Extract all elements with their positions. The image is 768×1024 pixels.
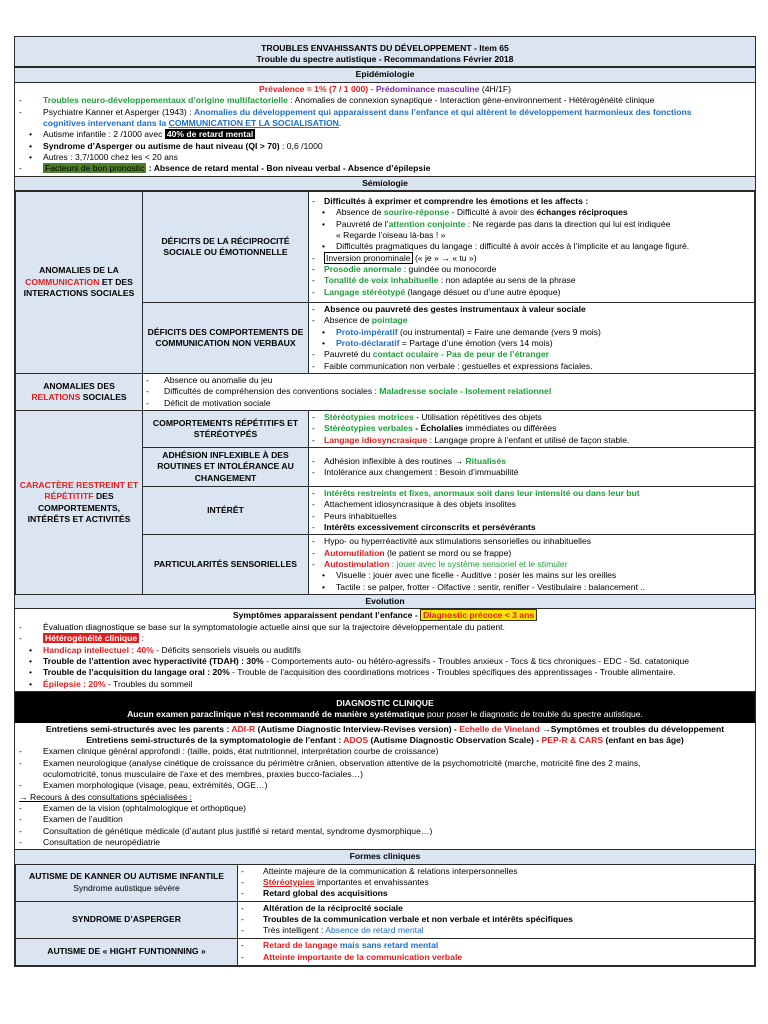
detail-text: Difficultés pragmatiques du langage : difficulté à avoir accès à l’implicite et au langage figuré. — [336, 241, 690, 252]
detail-green: Prosodie anormale — [324, 263, 402, 274]
diagnostic-subtitle: Aucun examen paraclinique n’est recommandé de manière systématique — [127, 709, 425, 720]
detail-text: Hypo- ou hyperréactivité aux stimulations sensorielles ou inhabituelles — [324, 536, 592, 547]
detail-bold: - Écholalies — [412, 423, 464, 434]
evo-text: : — [139, 633, 144, 644]
details-sensorielles: - Hypo- ou hyperréactivité aux stimulations sensorielles ou inhabituelles - Automutilation (le patient se mord ou se frappe) - Autostimulation : jouer avec le système sensoriel et le stimuler • Visuelle : jouer avec une ficelle - Auditive : poser les mains sur les oreilles • Tactile : se palper, frotter - Olfactive : sentir, renifler - Vestibulaire : balancement .. — [309, 535, 755, 595]
epi-bullet: • Syndrome d’Asperger ou autisme de haut niveau (QI > 70) : 0,6 /1000 — [29, 140, 323, 151]
forme-red: Atteinte importante de la communication verbale — [263, 951, 463, 962]
forme-title: AUTISME DE KANNER OU AUTISME INFANTILE — [29, 871, 224, 882]
subcategory-reciprocite: DÉFICITS DE LA RÉCIPROCITÉ SOCIALE OU ÉMOTIONNELLE — [143, 191, 309, 302]
diag-red: PEP-R & CARS — [541, 734, 604, 745]
detail-red: Automutilation — [324, 547, 385, 558]
diag-red: Echelle de Vineland — [459, 723, 540, 734]
evo-text: Symptômes apparaissent pendant l’enfance - — [232, 610, 421, 621]
subcategory-repetitifs: COMPORTEMENTS RÉPÉTITIFS ET STÉRÉOTYPÉS — [143, 411, 309, 448]
forme-asperger-details: - Altération de la réciprocité sociale - Troubles de la communication verbale et non verbale et intérêts spécifiques - Très intelligent : Absence de retard mental — [238, 901, 755, 938]
epi-bullet: • Autres : 3,7/1000 chez les < 20 ans — [29, 151, 178, 162]
category-red-text: COMMUNICATION — [25, 276, 100, 287]
detail-text: Faible communication non verbale : gestuelles et expressions faciales. — [324, 360, 593, 371]
diagnostic-subtitle-rest: pour poser le diagnostic de trouble du spectre autistique. — [424, 709, 643, 720]
detail-text: (le patient se mord ou se frappe) — [384, 547, 512, 558]
prevalence-value: Prévalence = 1% (7 / 1 000) — [259, 83, 369, 94]
evo-text: - Troubles du sommeil — [105, 678, 193, 689]
subcategory-sensorielles: PARTICULARITÉS SENSORIELLES — [143, 535, 309, 595]
forme-text: Très intelligent : — [263, 925, 326, 936]
table-row — [16, 938, 755, 965]
detail-text: = Partage d’une émotion (vers 14 mois) — [399, 337, 553, 348]
diag-text: →Symptômes et troubles du développement — [539, 723, 725, 734]
detail-green: Langage stéréotypé — [324, 286, 406, 297]
forme-bold: Troubles de la communication verbale et non verbale et intérêts spécifiques — [263, 914, 573, 925]
epi-text: Autres : 3,7/1000 chez les < 20 ans — [43, 151, 178, 162]
category-relations — [16, 373, 143, 410]
forme-text: importantes et envahissantes — [314, 877, 429, 888]
detail-green: Ritualisés — [465, 455, 507, 466]
detail-text: Absence de — [336, 207, 384, 218]
diag-text: (enfant en bas âge) — [603, 734, 684, 745]
highlight-bon-pronostic: Facteurs de bon pronostic — [45, 163, 145, 174]
detail-bold: échanges réciproques — [536, 207, 628, 218]
details-reciprocite: - Difficultés à exprimer et comprendre les émotions et les affects : • Absence de sourire-réponse - Difficulté à avoir des échanges réciproques • Pauvreté de l’attention conjointe : Ne regarde pas dans la direction qui lui est indiquée « Regarde l’oiseau là-bas ! » • Difficultés pragmatiques du langage : difficulté à avoir accès à l’implicite et au langage figuré. - Inversion pronominale (« je » → « tu ») - Prosodie anormale : guindée ou monocorde - Tonalité de voix inhabituelle : non adaptée au sens de la phrase - Langage stéréotypé (langage désuet ou d’une autre époque) — [309, 191, 755, 302]
table-row — [16, 901, 755, 938]
evo-text: Évaluation diagnostique se base sur la symptomatologie actuelle ainsi que sur la trajectoire développementale du patient. — [43, 621, 505, 632]
section-header-evolution: Evolution — [15, 595, 755, 609]
detail-text: : guindée ou monocorde — [401, 263, 497, 274]
detail-green: Stéréotypies verbales — [324, 423, 413, 434]
evo-red: Handicap intellectuel : 40% — [43, 644, 154, 655]
detail-heading: Difficultés à exprimer et comprendre les émotions et les affects : — [324, 195, 589, 206]
diag-text: Examen morphologique (visage, peau, extrémités, OGE…) — [43, 780, 268, 791]
detail-text: Intolérance aux changement : Besoin d’immuabilité — [324, 467, 519, 478]
detail-text: Déficit de motivation sociale — [164, 397, 271, 408]
epi-green-text: Troubles neuro-développementaux d’origine multifactorielle — [43, 95, 288, 106]
diag-text: Examen de la vision (ophtalmologique et orthoptique) — [43, 802, 247, 813]
forme-kanner — [16, 865, 238, 902]
category-red-text: CARACTÈRE RESTREINT ET RÉPÉTITITF — [19, 479, 139, 502]
diag-text: (Autisme Diagnostic Interview-Revises version) - — [255, 723, 460, 734]
section-header-semiologie: Sémiologie — [15, 176, 755, 191]
epi-line: - Troubles neuro-développementaux d’origine multifactorielle : Anomalies de connexion synaptique - Interaction gène-environnement - Hétérogénéité clinique — [19, 95, 655, 106]
evolution-block: Symptômes apparaissent pendant l’enfance - Diagnostic précoce < 3 ans - Évaluation diagnostique se base sur la symptomatologie actuelle ainsi que sur la trajectoire développementale du patient. - Hétérogénéité clinique : • Handicap intellectuel : 40% - Déficits sensoriels visuels ou auditifs • Trouble de l’attention avec hyperactivité (TDAH) : 30% - Comportements auto- ou hétéro-agressifs - Troubles anxieux - Tocs & tics chroniques - EDC - Sd. catatonique • Trouble de l’acquisition du langage oral : 20% - Trouble de l’acquisition des coordinations motrices - Troubles spécifiques des apprentissages - Trouble alimentaire. • Épilepsie : 20% - Troubles du sommeil — [15, 609, 755, 690]
diagnostic-title: DIAGNOSTIC CLINIQUE — [336, 697, 434, 708]
detail-bold: Intérêts excessivement circonscrits et persévérants — [324, 522, 536, 533]
detail-text: Pauvreté du — [324, 349, 373, 360]
details-non-verbaux: - Absence ou pauvreté des gestes instrumentaux à valeur sociale - Absence de pointage • Proto-impératif (ou instrumental) = Faire une demande (vers 9 mois) • Proto-déclaratif = Partage d’une émotion (vers 14 mois) - Pauvreté du contact oculaire - Pas de peur de l’étranger - Faible communication non verbale : gestuelles et expressions faciales. — [309, 302, 755, 373]
table-row — [16, 411, 755, 448]
title-line-2: Trouble du spectre autistique - Recommandations Février 2018 — [256, 53, 514, 64]
detail-green: Intérêts restreints et fixes, anormaux soit dans leur intensité ou dans leur but — [324, 488, 640, 499]
predominance-text: Prédominance masculine — [375, 83, 480, 94]
entretiens-enfant — [19, 735, 751, 746]
subcategory-non-verbaux: DÉFICITS DES COMPORTEMENTS DE COMMUNICATION NON VERBAUX — [143, 302, 309, 373]
detail-text: Pauvreté de l’ — [336, 218, 389, 229]
epidemiologie-block — [15, 83, 755, 176]
category-text: SOCIALES — [80, 391, 127, 402]
document-sheet — [14, 36, 756, 967]
detail-red: Autostimulation — [324, 559, 390, 570]
detail-text: immédiates ou différées — [463, 423, 557, 434]
details-relations: - Absence ou anomalie du jeu - Difficultés de compréhension des conventions sociales : Maladresse sociale - Isolement relationnel - Déficit de motivation sociale — [143, 373, 755, 410]
highlight-heterogeneite: Hétérogénéité clinique — [45, 633, 138, 644]
evo-text: - Comportements auto- ou hétéro-agressifs - Troubles anxieux - Tocs & tics chroniques - EDC - Sd. catatonique — [263, 655, 690, 666]
forme-blue: mais sans retard mental — [337, 940, 439, 951]
section-header-diagnostic — [15, 691, 755, 723]
epi-line — [19, 118, 751, 129]
evo-text: - Déficits sensoriels visuels ou auditifs — [153, 644, 301, 655]
epi-line: - Facteurs de bon pronostic : Absence de retard mental - Bon niveau verbal - Absence d’épilepsie — [19, 163, 431, 174]
forme-red: Retard de langage — [263, 940, 338, 951]
evo-red: Épilepsie : 20% — [43, 678, 106, 689]
forme-high-functioning-details: - Retard de langage mais sans retard mental - Atteinte importante de la communication verbale — [238, 938, 755, 965]
diag-text: oculomotricité, tonus musculaire de l’axe et des membres, praxies bucco-faciales…) — [43, 768, 364, 779]
epi-text: Psychiatre Kanner et Asperger (1943) : — [43, 106, 194, 117]
detail-text: Absence de — [324, 315, 372, 326]
entretiens-parents — [19, 724, 751, 735]
epi-text: : Anomalies de connexion synaptique - Interaction gène-environnement - Hétérogénéité clinique — [287, 95, 655, 106]
detail-green: Stéréotypies motrices — [324, 412, 414, 422]
epi-text: Autisme infantile : 2 /1000 avec — [43, 129, 165, 140]
detail-green: contact oculaire - Pas de peur de l’étranger — [372, 349, 549, 360]
highlight-retard-mental: 40% de retard mental — [166, 129, 254, 140]
detail-blue: Proto-déclaratif — [336, 337, 400, 348]
boxed-text: Inversion pronominale — [326, 252, 411, 263]
detail-green: sourire-réponse — [383, 207, 450, 218]
forme-red: Stéréotypies — [263, 877, 315, 888]
detail-text: : non adaptée au sens de la phrase — [438, 275, 576, 286]
section-header-formes: Formes cliniques — [15, 849, 755, 864]
details-interet: - Intérêts restreints et fixes, anormaux soit dans leur intensité ou dans leur but - Attachement idiosyncrasique à des objets insolites - Peurs inhabituelles - Intérêts excessivement circonscrits et persévérants — [309, 487, 755, 535]
diag-text: Examen neurologique (analyse cinétique de croissance du périmètre crânien, observation attentive de la psychomotricité (marche, motricité fine des 2 mains, — [43, 757, 641, 768]
detail-blue: Proto-impératif — [336, 326, 398, 337]
document-title — [15, 37, 755, 67]
evo-bold: Trouble de l’acquisition du langage oral : 20% — [43, 667, 230, 678]
detail-text: Adhésion inflexible à des routines → — [324, 455, 466, 466]
diagnostic-block: Entretiens semi-structurés avec les parents : ADI-R (Autisme Diagnostic Interview-Revises version) - Echelle de Vineland →Symptômes et troubles du développement Entretiens semi-structurés de la symptomatologie de l’enfant : ADOS (Autisme Diagnostic Observation Scale) - PEP-R & CARS (enfant en bas âge) - Examen clinique général approfondi : (taille, poids, état nutritionnel, interprétation courbe de croissance) - Examen neurologique (analyse cinétique de croissance du périmètre crânien, observation attentive de la psychomotricité (marche, motricité fine des 2 mains, oculomotricité, tonus musculaire de l’axe et des membres, praxies bucco-faciales…) - Examen morphologique (visage, peau, extrémités, OGE…) → Recours à des consultations spécialisées : - Examen de la vision (ophtalmologique et orthoptique) - Examen de l’audition - Consultation de génétique médicale (d’autant plus justifié si retard mental, syndrome dysmorphique…) - Consultation de neuropédiatrie — [15, 723, 755, 850]
detail-green: : jouer avec le système sensoriel et le stimuler — [389, 559, 568, 570]
diag-text: Consultation de génétique médicale (d’autant plus justifié si retard mental, syndrome dysmorphique…) — [43, 825, 433, 836]
detail-text: (« je » → « tu ») — [412, 252, 477, 263]
detail-text: (langage désuet ou d’une autre époque) — [405, 286, 561, 297]
evo-text: - Trouble de l’acquisition des coordinations motrices - Troubles spécifiques des apprentissages - Trouble alimentaire. — [229, 667, 676, 678]
section-header-epidemiologie: Epidémiologie — [15, 67, 755, 82]
forme-high-functioning: AUTISME DE « HIGHT FUNTIONNING » — [16, 938, 238, 965]
subcategory-interet: INTÉRÊT — [143, 487, 309, 535]
sex-ratio: (4H/1F) — [479, 83, 511, 94]
detail-heading: Absence ou pauvreté des gestes instrumentaux à valeur sociale — [324, 303, 586, 314]
detail-text: Difficultés de compréhension des conventions sociales : — [164, 386, 380, 397]
epi-bullet: • Autisme infantile : 2 /1000 avec 40% de retard mental — [29, 129, 254, 140]
category-red-text: RELATIONS — [31, 391, 81, 402]
diag-text: Consultation de neuropédiatrie — [43, 837, 161, 847]
epi-line: - Psychiatre Kanner et Asperger (1943) : Anomalies du développement qui apparaissent dans l’enfance et qui altèrent le développement harmonieux des fonctions — [19, 106, 692, 117]
category-text: ET DES — [99, 276, 133, 287]
prevalence-line — [19, 84, 751, 95]
detail-text: - Difficulté à avoir des — [449, 207, 537, 218]
table-row — [16, 191, 755, 302]
epi-bold-text: : Absence de retard mental - Bon niveau verbal - Absence d’épilepsie — [146, 163, 431, 174]
diag-underlined: → Recours à des consultations spécialisées : — [19, 791, 192, 802]
title-line-1: TROUBLES ENVAHISSANTS DU DÉVELOPPEMENT - Item 65 — [261, 43, 509, 53]
epi-blue-text: Anomalies du développement qui apparaissent dans l’enfance et qui altèrent le développement harmonieux des fonctions — [193, 106, 692, 117]
forme-bold: Retard global des acquisitions — [263, 888, 388, 899]
evo-bold: Trouble de l’attention avec hyperactivité (TDAH) : 30% — [43, 655, 264, 666]
detail-text: - Utilisation répétitives des objets — [413, 412, 542, 422]
evolution-intro — [19, 610, 751, 621]
detail-text: Tactile : se palper, frotter - Olfactive : sentir, renifler - Vestibulaire : balancement .. — [336, 581, 646, 592]
separator: - — [368, 83, 376, 94]
category-text: ANOMALIES DE LA — [39, 265, 119, 276]
detail-green: pointage — [371, 315, 408, 326]
forme-bold: Altération de la réciprocité sociale — [263, 902, 403, 913]
diag-red: ADOS — [343, 734, 369, 745]
detail-green: attention conjointe — [388, 218, 466, 229]
highlight-diagnostic-precoce: Diagnostic précoce < 3 ans — [420, 609, 537, 621]
forme-blue: Absence de retard mental — [325, 925, 424, 936]
detail-text: (ou instrumental) = Faire une demande (vers 9 mois) — [397, 326, 601, 337]
detail-green: Maladresse sociale - Isolement relationnel — [379, 386, 552, 397]
detail-red: Langage idiosyncrasique — [324, 434, 428, 445]
category-communication — [16, 191, 143, 373]
detail-text: : Langage propre à l’enfant et utilisé de façon stable. — [427, 434, 630, 445]
detail-text: « Regarde l’oiseau là-bas ! » — [336, 229, 446, 240]
category-text: DES COMPORTEMENTS, INTÉRÊTS ET ACTIVITÉS — [27, 491, 131, 524]
detail-text: Absence ou anomalie du jeu — [164, 374, 273, 385]
table-row — [16, 865, 755, 902]
subcategory-routines: ADHÉSION INFLEXIBLE À DES ROUTINES ET INTOLÉRANCE AU CHANGEMENT — [143, 448, 309, 487]
diag-text: Entretiens semi-structurés de la symptomatologie de l’enfant : — [86, 734, 344, 745]
forme-kanner-details: - Atteinte majeure de la communication & relations interpersonnelles - Stéréotypies importantes et envahissantes - Retard global des acquisitions — [238, 865, 755, 902]
semiologie-table — [15, 191, 755, 595]
diag-text: Entretiens semi-structurés avec les parents : — [45, 723, 232, 734]
details-repetitifs: - Stéréotypies motrices - Utilisation répétitives des objets - Stéréotypies verbales - Écholalies immédiates ou différées - Langage idiosyncrasique : Langage propre à l’enfant et utilisé de façon stable. — [309, 411, 755, 448]
epi-underlined-text: COMMUNICATION ET LA SOCIALISATION — [168, 117, 339, 128]
details-routines: - Adhésion inflexible à des routines → Ritualisés - Intolérance aux changement : Besoin d’immuabilité — [309, 448, 755, 487]
forme-asperger: SYNDROME D’ASPERGER — [16, 901, 238, 938]
diag-text: Examen clinique général approfondi : (taille, poids, état nutritionnel, interprétation courbe de croissance) — [43, 746, 439, 757]
detail-text: Attachement idiosyncrasique à des objets insolites — [324, 499, 517, 510]
epi-text: . — [338, 117, 342, 128]
forme-text: Atteinte majeure de la communication & relations interpersonnelles — [263, 865, 518, 876]
category-text: INTERACTIONS SOCIALES — [23, 288, 135, 299]
detail-text: : Ne regarde pas dans la direction qui lui est indiquée — [465, 218, 671, 229]
diag-text: Examen de l’audition — [43, 814, 123, 825]
epi-text: : 0,6 /1000 — [279, 140, 323, 151]
epi-bold-text: Syndrome d’Asperger ou autisme de haut niveau (QI > 70) — [43, 140, 280, 151]
formes-table — [15, 865, 755, 966]
detail-green: Tonalité de voix inhabituelle — [324, 275, 439, 286]
diag-red: ADI-R — [231, 723, 256, 734]
category-restreint — [16, 411, 143, 595]
epi-blue-text: cognitives intervenant dans la — [43, 117, 169, 128]
diag-text: (Autisme Diagnostic Observation Scale) - — [368, 734, 542, 745]
category-text: ANOMALIES DES — [43, 380, 115, 391]
detail-text: Visuelle : jouer avec une ficelle - Auditive : poser les mains sur les oreilles — [336, 570, 617, 581]
table-row — [16, 373, 755, 410]
detail-text: Peurs inhabituelles — [324, 510, 397, 521]
forme-subtitle: Syndrome autistique sévère — [73, 882, 180, 893]
